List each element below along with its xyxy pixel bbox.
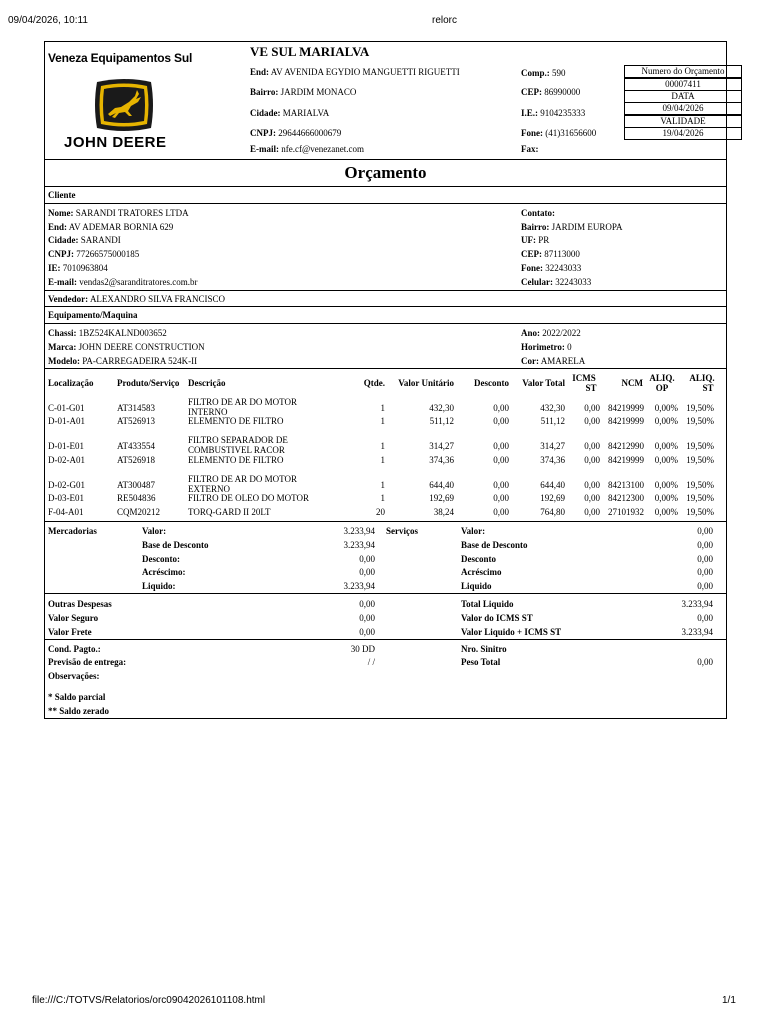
valor-frete-label: Valor Frete xyxy=(48,627,92,637)
equip-horimetro-line: Horimetro: 0 xyxy=(521,342,572,352)
row-ncm: 84219999 xyxy=(608,416,644,426)
row-aliq-st: 19,50% xyxy=(686,507,714,517)
servicos-label: Serviços xyxy=(386,526,418,536)
orcamento-number: 00007411 xyxy=(624,78,742,91)
row-valor-unitario: 432,30 xyxy=(429,403,454,413)
company-ie-line: I.E.: 9104235333 xyxy=(521,108,586,118)
valor-icms-st: 0,00 xyxy=(697,613,713,623)
peso-total: 0,00 xyxy=(697,657,713,667)
serv-acrescimo: 0,00 xyxy=(697,567,713,577)
row-valor-unitario: 644,40 xyxy=(429,480,454,490)
merc-acrescimo-label: Acréscimo: xyxy=(142,567,186,577)
row-produto: AT433554 xyxy=(117,441,155,451)
total-liquido-label: Total Liquido xyxy=(461,599,514,609)
row-valor-total: 511,12 xyxy=(540,416,565,426)
merc-base: 3.233,94 xyxy=(343,540,375,550)
nota-saldo-parcial: * Saldo parcial xyxy=(48,692,106,702)
cond-pagto-label: Cond. Pagto.: xyxy=(48,644,101,654)
company-name: VE SUL MARIALVA xyxy=(250,44,370,59)
row-descricao-cont: COMBUSTIVEL RACOR xyxy=(188,445,285,455)
orcamento-document xyxy=(44,41,727,719)
row-descricao: ELEMENTO DE FILTRO xyxy=(188,455,284,465)
row-desconto: 0,00 xyxy=(493,403,509,413)
serv-liquido-label: Liquido xyxy=(461,581,492,591)
equip-marca-line: Marca: JOHN DEERE CONSTRUCTION xyxy=(48,342,205,352)
col-valor-total: Valor Total xyxy=(522,378,565,388)
company-comp-line: Comp.: 590 xyxy=(521,68,566,78)
row-ncm: 84213100 xyxy=(608,480,644,490)
company-cnpj-line: CNPJ: 29644666000679 xyxy=(250,128,342,138)
serv-liquido: 0,00 xyxy=(697,581,713,591)
cliente-uf-line: UF: PR xyxy=(521,235,550,245)
row-descricao: FILTRO DE OLEO DO MOTOR xyxy=(188,493,310,503)
cliente-nome-line: Nome: SARANDI TRATORES LTDA xyxy=(48,208,189,218)
cliente-end-line: End: AV ADEMAR BORNIA 629 xyxy=(48,222,174,232)
row-produto: CQM20212 xyxy=(117,507,161,517)
cliente-ie-line: IE: 7010963804 xyxy=(48,263,108,273)
row-icms-st: 0,00 xyxy=(584,493,600,503)
row-desconto: 0,00 xyxy=(493,493,509,503)
print-page-number: 1/1 xyxy=(722,995,736,1006)
john-deere-deer-logo-icon xyxy=(91,78,157,132)
row-produto: AT526918 xyxy=(117,455,155,465)
row-qtde: 1 xyxy=(380,455,385,465)
row-produto: AT314583 xyxy=(117,403,155,413)
cliente-fone-line: Fone: 32243033 xyxy=(521,263,582,273)
row-desconto: 0,00 xyxy=(493,455,509,465)
col-localizacao: Localização xyxy=(48,378,94,388)
row-aliq-op: 0,00% xyxy=(654,441,678,451)
row-descricao: TORQ-GARD II 20LT xyxy=(188,507,271,517)
orcamento-date: 09/04/2026 xyxy=(624,102,742,115)
row-desconto: 0,00 xyxy=(493,416,509,426)
row-ncm: 84219999 xyxy=(608,455,644,465)
merc-acrescimo: 0,00 xyxy=(359,567,375,577)
row-icms-st: 0,00 xyxy=(584,480,600,490)
cliente-cidade-line: Cidade: SARANDI xyxy=(48,235,121,245)
row-descricao-cont: EXTERNO xyxy=(188,484,230,494)
merc-valor-label: Valor: xyxy=(142,526,167,536)
serv-valor-label: Valor: xyxy=(461,526,486,536)
row-aliq-st: 19,50% xyxy=(686,441,714,451)
row-descricao: FILTRO DE AR DO MOTOR xyxy=(188,397,298,407)
col-descricao: Descrição xyxy=(188,378,226,388)
row-valor-total: 644,40 xyxy=(540,480,565,490)
cliente-cep-line: CEP: 87113000 xyxy=(521,249,580,259)
valor-frete: 0,00 xyxy=(359,627,375,637)
merc-desconto-label: Desconto: xyxy=(142,554,180,564)
col-produto: Produto/Serviço xyxy=(117,378,180,388)
equip-chassi-line: Chassi: 1BZ524KALND003652 xyxy=(48,328,167,338)
row-valor-total: 314,27 xyxy=(540,441,565,451)
col-aliq-st: ALIQ. ST xyxy=(689,373,715,393)
valor-seguro-label: Valor Seguro xyxy=(48,613,99,623)
row-aliq-st: 19,50% xyxy=(686,403,714,413)
merc-valor: 3.233,94 xyxy=(343,526,375,536)
serv-base: 0,00 xyxy=(697,540,713,550)
row-icms-st: 0,00 xyxy=(584,403,600,413)
previsao: / / xyxy=(367,657,375,667)
row-qtde: 1 xyxy=(380,480,385,490)
row-valor-total: 764,80 xyxy=(540,507,565,517)
col-ncm: NCM xyxy=(621,378,643,388)
cond-pagto: 30 DD xyxy=(350,644,375,654)
row-descricao: FILTRO DE AR DO MOTOR xyxy=(188,474,298,484)
serv-acrescimo-label: Acréscimo xyxy=(461,567,502,577)
row-descricao: FILTRO SEPARADOR DE xyxy=(188,435,288,445)
row-aliq-st: 19,50% xyxy=(686,455,714,465)
orcamento-validade: 19/04/2026 xyxy=(624,127,742,140)
company-bairro-line: Bairro: JARDIM MONACO xyxy=(250,87,357,97)
equip-modelo-line: Modelo: PA-CARREGADEIRA 524K-II xyxy=(48,356,198,366)
row-qtde: 1 xyxy=(380,403,385,413)
serv-desconto: 0,00 xyxy=(697,554,713,564)
row-icms-st: 0,00 xyxy=(584,416,600,426)
row-valor-total: 432,30 xyxy=(540,403,565,413)
orcamento-validade-label: VALIDADE xyxy=(624,115,742,128)
row-desconto: 0,00 xyxy=(493,507,509,517)
row-aliq-op: 0,00% xyxy=(654,455,678,465)
liquido-icms-label: Valor Liquido + ICMS ST xyxy=(461,627,562,637)
orcamento-number-label: Numero do Orçamento xyxy=(624,65,742,78)
row-localizacao: F-04-A01 xyxy=(48,507,84,517)
row-valor-total: 374,36 xyxy=(540,455,565,465)
row-aliq-st: 19,50% xyxy=(686,480,714,490)
mercadorias-label: Mercadorias xyxy=(48,526,97,536)
cliente-email-line: E-mail: vendas2@saranditratores.com.br xyxy=(48,277,198,287)
col-desconto: Desconto xyxy=(474,378,509,388)
row-ncm: 27101932 xyxy=(608,507,644,517)
row-icms-st: 0,00 xyxy=(584,441,600,451)
merc-liquido: 3.233,94 xyxy=(343,581,375,591)
row-localizacao: D-02-A01 xyxy=(48,455,85,465)
nota-saldo-zerado: ** Saldo zerado xyxy=(48,706,110,716)
merc-base-label: Base de Desconto xyxy=(142,540,209,550)
row-produto: AT300487 xyxy=(117,480,155,490)
outras-despesas: 0,00 xyxy=(359,599,375,609)
row-ncm: 84212990 xyxy=(608,441,644,451)
row-qtde: 1 xyxy=(380,493,385,503)
row-qtde: 1 xyxy=(380,416,385,426)
row-aliq-op: 0,00% xyxy=(654,480,678,490)
row-localizacao: D-01-A01 xyxy=(48,416,85,426)
company-fone-line: Fone: (41)31656600 xyxy=(521,128,597,138)
row-ncm: 84212300 xyxy=(608,493,644,503)
cliente-cnpj-line: CNPJ: 77266575000185 xyxy=(48,249,140,259)
page-title: Orçamento xyxy=(344,163,427,182)
col-aliq-op: ALIQ. OP xyxy=(649,373,675,393)
serv-base-label: Base de Desconto xyxy=(461,540,528,550)
company-cidade-line: Cidade: MARIALVA xyxy=(250,108,330,118)
company-email-line: E-mail: nfe.cf@venezanet.com xyxy=(250,144,364,154)
col-qtde: Qtde. xyxy=(363,378,385,388)
row-valor-unitario: 374,36 xyxy=(429,455,454,465)
row-qtde: 20 xyxy=(376,507,385,517)
company-cep-line: CEP: 86990000 xyxy=(521,87,581,97)
outras-despesas-label: Outras Despesas xyxy=(48,599,112,609)
row-valor-unitario: 38,24 xyxy=(433,507,454,517)
total-liquido: 3.233,94 xyxy=(681,599,713,609)
cliente-celular-line: Celular: 32243033 xyxy=(521,277,592,287)
row-desconto: 0,00 xyxy=(493,441,509,451)
col-valor-unitario: Valor Unitário xyxy=(398,378,454,388)
cliente-bairro-line: Bairro: JARDIM EUROPA xyxy=(521,222,623,232)
row-localizacao: D-01-E01 xyxy=(48,441,84,451)
equipamento-section-title: Equipamento/Maquina xyxy=(48,310,138,320)
row-localizacao: D-02-G01 xyxy=(48,480,85,490)
row-aliq-op: 0,00% xyxy=(654,403,678,413)
row-aliq-op: 0,00% xyxy=(654,416,678,426)
print-url: file:///C:/TOTVS/Relatorios/orc09042026101108.html xyxy=(32,995,266,1006)
row-valor-total: 192,69 xyxy=(540,493,565,503)
observacoes-label: Observações: xyxy=(48,671,100,681)
row-valor-unitario: 511,12 xyxy=(429,416,454,426)
merc-desconto: 0,00 xyxy=(359,554,375,564)
col-icms-st: ICMS ST xyxy=(572,373,597,393)
sinistro-label: Nro. Sinitro xyxy=(461,644,507,654)
row-aliq-op: 0,00% xyxy=(654,493,678,503)
liquido-icms: 3.233,94 xyxy=(681,627,713,637)
previsao-label: Previsão de entrega: xyxy=(48,657,127,667)
row-descricao-cont: INTERNO xyxy=(188,407,228,417)
company-fax-line: Fax: xyxy=(521,144,539,154)
serv-valor: 0,00 xyxy=(697,526,713,536)
print-datetime: 09/04/2026, 10:11 xyxy=(8,15,88,26)
row-produto: AT526913 xyxy=(117,416,155,426)
orcamento-date-label: DATA xyxy=(624,90,742,103)
serv-desconto-label: Desconto xyxy=(461,554,496,564)
peso-total-label: Peso Total xyxy=(461,657,501,667)
valor-seguro: 0,00 xyxy=(359,613,375,623)
row-desconto: 0,00 xyxy=(493,480,509,490)
logo-company-text: Veneza Equipamentos Sul xyxy=(48,51,193,65)
cliente-section-title: Cliente xyxy=(48,190,76,200)
print-title: relorc xyxy=(432,15,458,26)
row-valor-unitario: 314,27 xyxy=(429,441,454,451)
equip-ano-line: Ano: 2022/2022 xyxy=(521,328,581,338)
row-localizacao: C-01-G01 xyxy=(48,403,85,413)
row-aliq-st: 19,50% xyxy=(686,416,714,426)
row-descricao: ELEMENTO DE FILTRO xyxy=(188,416,284,426)
vendedor-line: Vendedor: ALEXANDRO SILVA FRANCISCO xyxy=(48,294,225,304)
cliente-contato-line: Contato: xyxy=(521,208,555,218)
company-address-line: End: AV AVENIDA EGYDIO MANGUETTI RIGUETTI xyxy=(250,67,460,77)
merc-liquido-label: Liquido: xyxy=(142,581,176,591)
row-ncm: 84219999 xyxy=(608,403,644,413)
row-icms-st: 0,00 xyxy=(584,455,600,465)
row-aliq-op: 0,00% xyxy=(654,507,678,517)
equip-cor-line: Cor: AMARELA xyxy=(521,356,586,366)
row-qtde: 1 xyxy=(380,441,385,451)
valor-icms-st-label: Valor do ICMS ST xyxy=(461,613,533,623)
row-icms-st: 0,00 xyxy=(584,507,600,517)
row-valor-unitario: 192,69 xyxy=(429,493,454,503)
logo-brand-text: JOHN DEERE xyxy=(64,134,167,151)
row-aliq-st: 19,50% xyxy=(686,493,714,503)
row-localizacao: D-03-E01 xyxy=(48,493,84,503)
row-produto: RE504836 xyxy=(117,493,156,503)
